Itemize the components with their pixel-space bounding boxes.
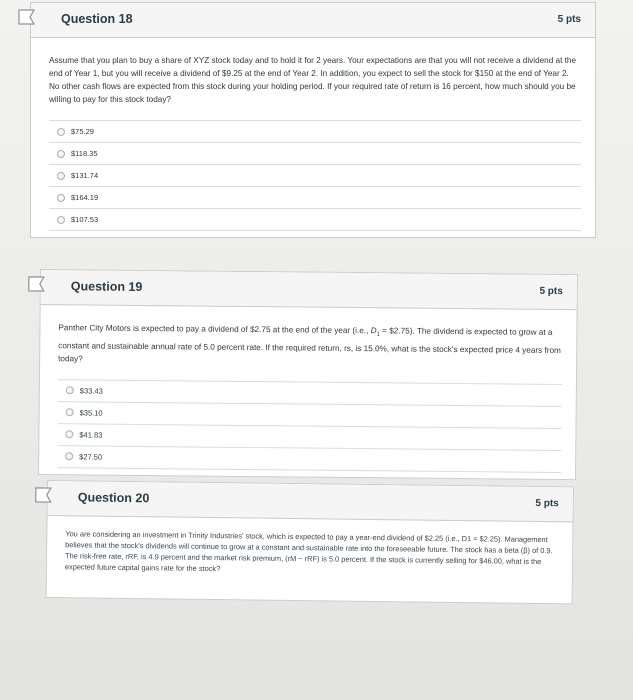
question-19-title: Question 19 <box>70 279 143 294</box>
answer-label[interactable]: $164.19 <box>71 193 99 202</box>
answer-option[interactable] <box>49 164 581 186</box>
question-19-text-part2: = $2.75). The dividend is expected to grow at a constant and sustainable annual rate of 5.0 percent rate. If the required return, rs, is 15.0%, what is the stock's expected price 4 years from today? <box>58 326 561 364</box>
question-18-answers <box>49 120 581 231</box>
question-19-body <box>39 305 577 483</box>
question-19-points: 5 pts <box>539 285 563 298</box>
radio-unselected-icon[interactable] <box>66 408 74 416</box>
question-19-header <box>41 270 577 310</box>
dividend-subscript: 1 <box>376 331 380 338</box>
question-19-card <box>38 269 578 480</box>
radio-unselected-icon[interactable] <box>57 150 65 158</box>
answer-option[interactable] <box>49 142 581 164</box>
dividend-variable: D <box>370 326 377 336</box>
answer-label[interactable]: $107.53 <box>71 215 99 224</box>
question-20-card <box>46 480 574 604</box>
radio-unselected-icon[interactable] <box>57 194 65 202</box>
question-18-card <box>30 2 596 238</box>
question-18-body <box>31 38 595 241</box>
radio-unselected-icon[interactable] <box>65 430 73 438</box>
question-20-body <box>47 516 573 602</box>
answer-label[interactable]: $131.74 <box>71 171 99 180</box>
answer-label[interactable]: $33.43 <box>79 386 103 396</box>
answer-option[interactable] <box>49 186 581 208</box>
flag-question-20-icon[interactable] <box>34 487 54 503</box>
radio-unselected-icon[interactable] <box>57 172 65 180</box>
question-20-text: You are considering an investment in Trinity Industries' stock, which is expected to pay a year-end dividend of $2.25 (i.e., D1 = $2.25). Management believes that the stock's dividends will continue to grow at a constant and sustainable rate into the foreseeable future. The stock has a beta (β) of 0.9. The risk-free rate, rRF, is 4.9 percent and the market risk premium, (rM − rRF) is 5.0 percent. If the stock is currently selling for $46.00, what is the expected future capital gains rate for the stock? <box>64 529 553 574</box>
radio-unselected-icon[interactable] <box>57 128 65 136</box>
answer-option[interactable] <box>57 445 561 473</box>
answer-label[interactable]: $75.29 <box>71 127 94 136</box>
question-20-header <box>48 481 573 522</box>
radio-unselected-icon[interactable] <box>57 216 65 224</box>
flag-question-18-icon[interactable] <box>17 9 37 25</box>
question-19-text <box>58 321 562 369</box>
question-18-title: Question 18 <box>61 12 133 26</box>
question-20-title: Question 20 <box>77 490 150 506</box>
radio-unselected-icon[interactable] <box>66 386 74 394</box>
question-18-points: 5 pts <box>557 14 581 25</box>
answer-option[interactable] <box>49 208 581 231</box>
radio-unselected-icon[interactable] <box>65 452 73 460</box>
question-19-text-part1: Panther City Motors is expected to pay a dividend of $2.75 at the end of the year (i.e., <box>58 323 371 336</box>
question-18-text: Assume that you plan to buy a share of XYZ stock today and to hold it for 2 years. Your expectations are that you will not receive a dividend at the end of Year 1, but you will receive a dividend of $9.25 at the end of Year 2. In addition, you expect to sell the stock for $150 at the end of Year 2. No other cash flows are expected from this stock during your holding period. If your required rate of return is 16 percent, how much should you be willing to pay for this stock today? <box>49 56 577 104</box>
question-19-answers <box>57 379 562 473</box>
answer-option[interactable] <box>49 120 581 142</box>
flag-question-19-icon[interactable] <box>27 276 47 292</box>
answer-label[interactable]: $118.35 <box>71 149 98 158</box>
question-20-points: 5 pts <box>535 497 559 510</box>
answer-label[interactable]: $41.83 <box>79 430 103 440</box>
answer-label[interactable]: $35.10 <box>79 408 103 418</box>
question-18-header <box>31 3 595 38</box>
answer-label[interactable]: $27.50 <box>79 452 103 462</box>
